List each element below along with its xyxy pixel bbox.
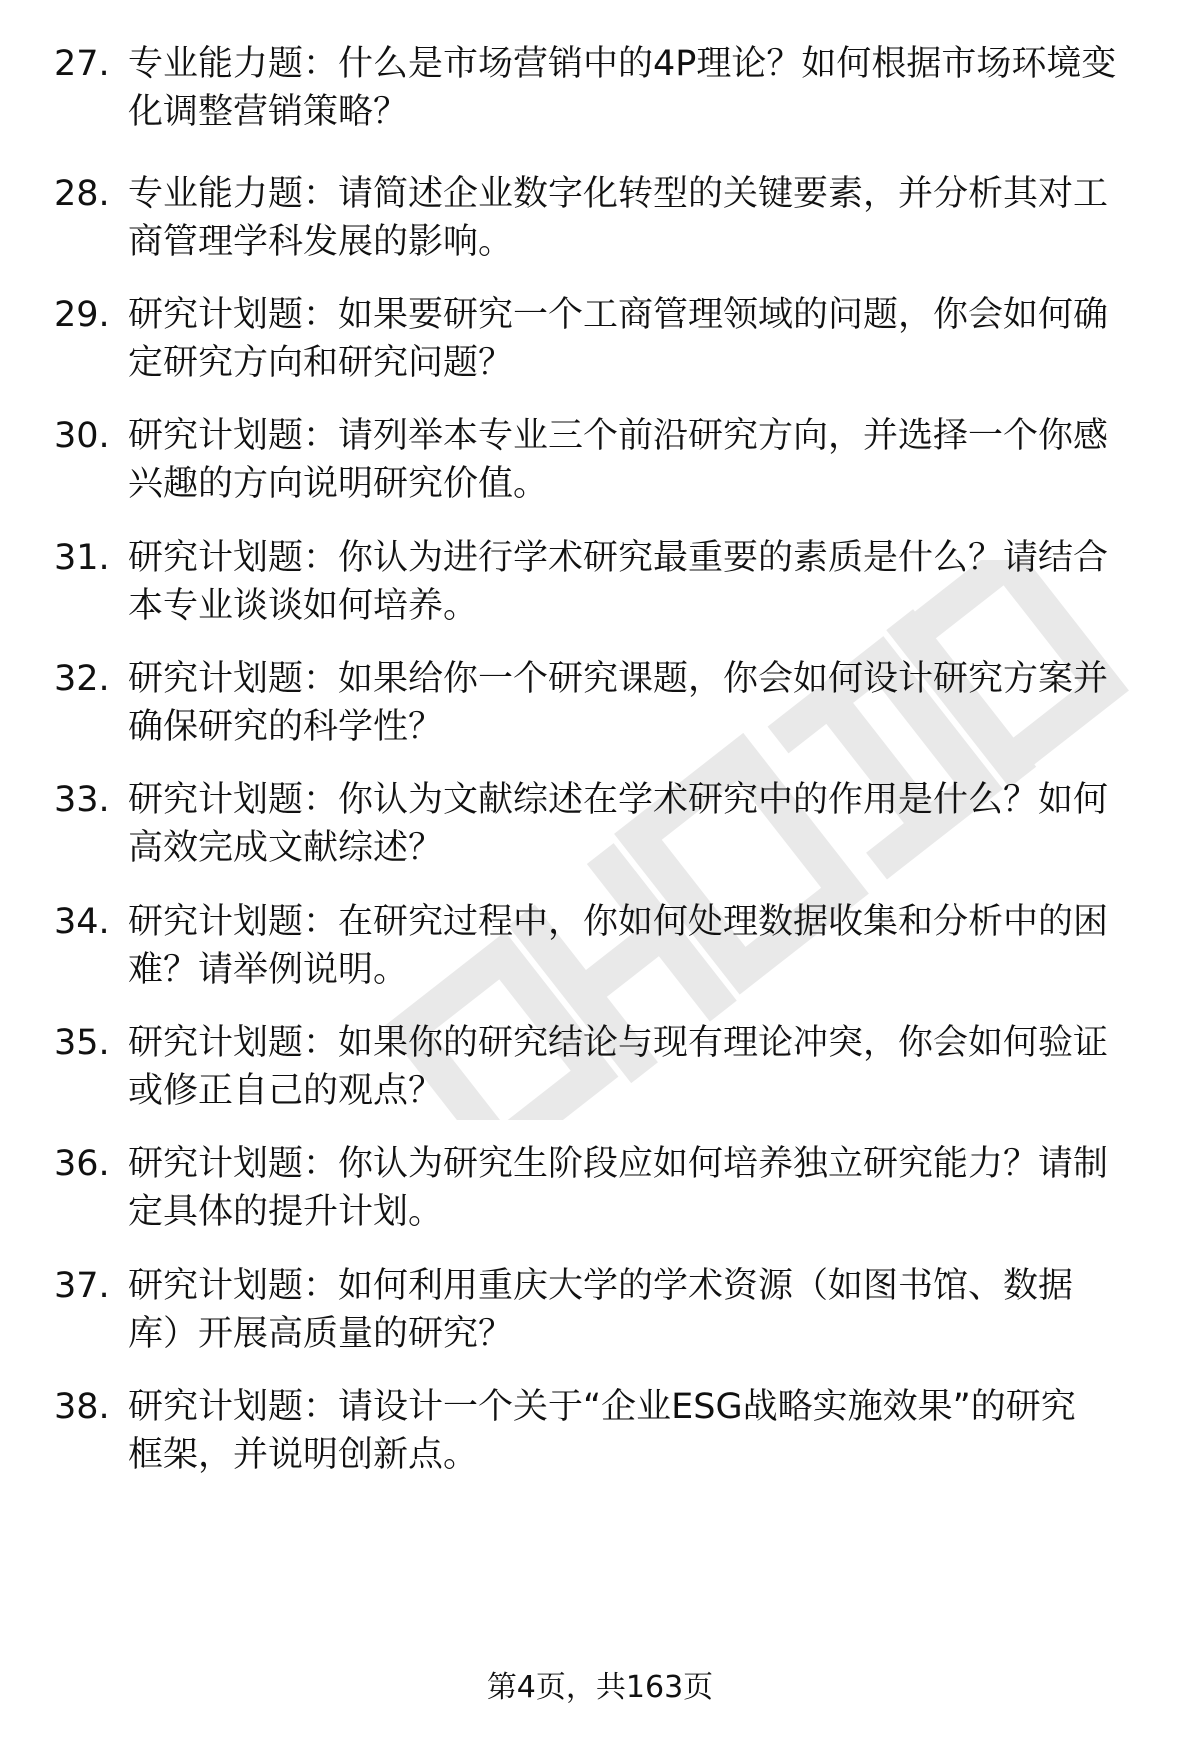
question-number: 27. xyxy=(54,44,110,84)
question-line: 难？请举例说明。 xyxy=(128,950,409,990)
question-item-38 xyxy=(0,1383,1200,1483)
page-number-footer: 第4页，共163页 xyxy=(486,1670,714,1705)
question-item-30 xyxy=(0,412,1200,512)
question-number: 28. xyxy=(54,174,110,214)
question-number: 35. xyxy=(54,1023,110,1063)
question-line: 专业能力题：请简述企业数字化转型的关键要素，并分析其对工 xyxy=(128,174,1109,214)
question-text xyxy=(128,534,1148,630)
question-line: 或修正自己的观点？ xyxy=(128,1071,444,1111)
question-line: 研究计划题：你认为进行学术研究最重要的素质是什么？请结合 xyxy=(128,538,1109,578)
question-item-31 xyxy=(0,534,1200,634)
question-number: 31. xyxy=(54,538,110,578)
question-text xyxy=(128,1383,1148,1479)
question-line: 研究计划题：你认为研究生阶段应如何培养独立研究能力？请制 xyxy=(128,1144,1109,1184)
question-line: 研究计划题：如果你的研究结论与现有理论冲突，你会如何验证 xyxy=(128,1023,1109,1063)
question-item-34 xyxy=(0,898,1200,998)
question-number: 37. xyxy=(54,1266,110,1306)
question-line: 化调整营销策略？ xyxy=(128,92,409,132)
question-number: 29. xyxy=(54,295,110,335)
question-number: 33. xyxy=(54,780,110,820)
question-number: 32. xyxy=(54,659,110,699)
question-item-28 xyxy=(0,170,1200,270)
question-number: 38. xyxy=(54,1387,110,1427)
question-text xyxy=(128,170,1148,266)
question-item-27 xyxy=(0,40,1200,140)
question-item-37 xyxy=(0,1262,1200,1362)
question-number: 30. xyxy=(54,416,110,456)
question-line: 定具体的提升计划。 xyxy=(128,1192,444,1232)
question-line: 研究计划题：请设计一个关于“企业ESG战略实施效果”的研究 xyxy=(128,1387,1076,1427)
question-text xyxy=(128,1019,1148,1115)
question-line: 研究计划题：你认为文献综述在学术研究中的作用是什么？如何 xyxy=(128,780,1109,820)
question-number: 36. xyxy=(54,1144,110,1184)
question-text xyxy=(128,1140,1148,1236)
question-line: 商管理学科发展的影响。 xyxy=(128,222,514,262)
question-line: 确保研究的科学性？ xyxy=(128,707,444,747)
question-text xyxy=(128,1262,1148,1358)
question-item-36 xyxy=(0,1140,1200,1240)
question-line: 定研究方向和研究问题？ xyxy=(128,343,514,383)
question-line: 研究计划题：如果给你一个研究课题，你会如何设计研究方案并 xyxy=(128,659,1109,699)
question-line: 研究计划题：如果要研究一个工商管理领域的问题，你会如何确 xyxy=(128,295,1109,335)
question-item-32 xyxy=(0,655,1200,755)
question-line: 研究计划题：在研究过程中，你如何处理数据收集和分析中的困 xyxy=(128,902,1109,942)
question-text xyxy=(128,40,1148,136)
question-line: 高效完成文献综述？ xyxy=(128,828,444,868)
question-line: 框架，并说明创新点。 xyxy=(128,1435,479,1475)
question-item-35 xyxy=(0,1019,1200,1119)
question-text xyxy=(128,776,1148,872)
question-line: 研究计划题：请列举本专业三个前沿研究方向，并选择一个你感 xyxy=(128,416,1109,456)
question-item-29 xyxy=(0,291,1200,391)
question-text xyxy=(128,655,1148,751)
question-text xyxy=(128,291,1148,387)
question-number: 34. xyxy=(54,902,110,942)
question-line: 研究计划题：如何利用重庆大学的学术资源（如图书馆、数据 xyxy=(128,1266,1074,1306)
question-line: 专业能力题：什么是市场营销中的4P理论？如何根据市场环境变 xyxy=(128,44,1117,84)
question-line: 库）开展高质量的研究？ xyxy=(128,1314,514,1354)
question-text xyxy=(128,412,1148,508)
question-line: 兴趣的方向说明研究价值。 xyxy=(128,464,549,504)
question-item-33 xyxy=(0,776,1200,876)
question-line: 本专业谈谈如何培养。 xyxy=(128,586,479,626)
question-text xyxy=(128,898,1148,994)
